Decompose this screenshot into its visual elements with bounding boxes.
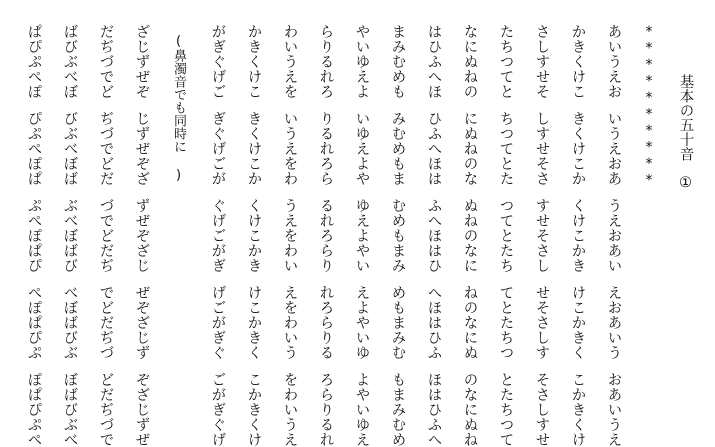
- kana-group: あいうえお: [605, 24, 622, 99]
- kana-group: ふへほはひ: [425, 198, 442, 273]
- kana-column: [318, 24, 333, 447]
- kana-column: [534, 24, 549, 447]
- kana-group: らりるれろ: [317, 24, 334, 99]
- kana-group: ぽぱぴぷぺ: [25, 372, 42, 447]
- nasal-note: (鼻濁音でも同時に ): [171, 34, 186, 183]
- kana-column: [390, 24, 405, 447]
- page-number: ①: [677, 175, 694, 191]
- kana-group: こかきくけ: [245, 372, 262, 447]
- kana-group: ぼばびぶべ: [61, 372, 78, 447]
- kana-group: むめもまみ: [389, 198, 406, 273]
- kana-group: ぺぽぱぴぷ: [25, 285, 42, 360]
- kana-group: ずぜぞざじ: [133, 198, 150, 273]
- title-column: [678, 74, 693, 191]
- page-title: 基本の五十音: [677, 74, 694, 161]
- kana-group: おあいうえ: [605, 372, 622, 447]
- kana-group: びぶべぼば: [61, 111, 78, 186]
- kana-group: ぢづでどだ: [97, 111, 114, 186]
- kana-column: [246, 24, 261, 447]
- kana-group: りるれろら: [317, 111, 334, 186]
- kana-group: のなにぬね: [461, 372, 478, 447]
- kana-group: ぐげごがぎ: [209, 198, 226, 273]
- kana-group: きくけこか: [569, 111, 586, 186]
- kana-group: なにぬねの: [461, 24, 478, 99]
- kana-column: [282, 24, 297, 447]
- kana-group: いうえおあ: [605, 111, 622, 186]
- kana-group: へほはひふ: [425, 285, 442, 360]
- kana-group: ざじずぜぞ: [133, 24, 150, 99]
- kana-group: くけこかき: [569, 198, 586, 273]
- kana-group: うえおあい: [605, 198, 622, 273]
- kana-group: えをわいう: [281, 285, 298, 360]
- kana-column: [570, 24, 585, 447]
- kana-group: みむめもま: [389, 111, 406, 186]
- kana-group: いうえをわ: [281, 111, 298, 186]
- kana-group: いゆえよや: [353, 111, 370, 186]
- kana-group: てとたちつ: [497, 285, 514, 360]
- kana-group: せそさしす: [533, 285, 550, 360]
- kana-column: [462, 24, 477, 447]
- kana-group: つてとたち: [497, 198, 514, 273]
- kana-group: れろらりる: [317, 285, 334, 360]
- kana-group: ぬねのなに: [461, 198, 478, 273]
- kana-group: くけこかき: [245, 198, 262, 273]
- kana-group: えよやいゆ: [353, 285, 370, 360]
- kana-group: よやいゆえ: [353, 372, 370, 447]
- kana-group: るれろらり: [317, 198, 334, 273]
- kana-group: わいうえを: [281, 24, 298, 99]
- stars-decoration: **********: [641, 24, 657, 189]
- kana-group: もまみむめ: [389, 372, 406, 447]
- kana-column: [26, 24, 41, 447]
- kana-group: こかきくけ: [569, 372, 586, 447]
- kana-group: まみむめも: [389, 24, 406, 99]
- kana-group: かきくけこ: [569, 24, 586, 99]
- kana-group: がぎぐげご: [209, 24, 226, 99]
- kana-group: うえをわい: [281, 198, 298, 273]
- kana-group: ぷぺぽぱぴ: [25, 198, 42, 273]
- kana-column: [98, 24, 113, 447]
- kana-group: さしすせそ: [533, 24, 550, 99]
- kana-group: だぢづでど: [97, 24, 114, 99]
- kana-group: ちつてとた: [497, 111, 514, 186]
- kana-group: ぞざじずぜ: [133, 372, 150, 447]
- kana-column: [354, 24, 369, 447]
- kana-column: [606, 24, 621, 447]
- kana-group: にぬねのな: [461, 111, 478, 186]
- kana-group: はひふへほ: [425, 24, 442, 99]
- kana-group: ひふへほは: [425, 111, 442, 186]
- kana-group: ごがぎぐげ: [209, 372, 226, 447]
- kana-group: きくけこか: [245, 111, 262, 186]
- kana-group: ぱぴぷぺぽ: [25, 24, 42, 99]
- kana-group: すせそさし: [533, 198, 550, 273]
- kana-group: しすせそさ: [533, 111, 550, 186]
- kana-group: でどだぢづ: [97, 285, 114, 360]
- kana-group: たちつてと: [497, 24, 514, 99]
- kana-group: ぴぷぺぽぱ: [25, 111, 42, 186]
- kana-group: ぜぞざじず: [133, 285, 150, 360]
- kana-group: とたちつて: [497, 372, 514, 447]
- kana-group: ろらりるれ: [317, 372, 334, 447]
- kana-group: ほはひふへ: [425, 372, 442, 447]
- kana-column: [134, 24, 149, 447]
- kana-group: をわいうえ: [281, 372, 298, 447]
- kana-column: [210, 24, 225, 447]
- kana-group: ねのなにぬ: [461, 285, 478, 360]
- kana-group: やいゆえよ: [353, 24, 370, 99]
- kana-group: ばびぶべぼ: [61, 24, 78, 99]
- kana-column: [62, 24, 77, 447]
- kana-group: めもまみむ: [389, 285, 406, 360]
- kana-group: どだぢづで: [97, 372, 114, 447]
- kana-group: えおあいう: [605, 285, 622, 360]
- kana-group: げごがぎぐ: [209, 285, 226, 360]
- kana-group: じずぜぞざ: [133, 111, 150, 186]
- kana-group: ゆえよやい: [353, 198, 370, 273]
- kana-column: [498, 24, 513, 447]
- kana-group: けこかきく: [245, 285, 262, 360]
- kana-group: そさしすせ: [533, 372, 550, 447]
- kana-group: べぼばびぶ: [61, 285, 78, 360]
- kana-group: ぶべぼばび: [61, 198, 78, 273]
- kana-group: かきくけこ: [245, 24, 262, 99]
- kana-group: づでどだぢ: [97, 198, 114, 273]
- kana-group: けこかきく: [569, 285, 586, 360]
- kana-column: [426, 24, 441, 447]
- kana-group: ぎぐげごが: [209, 111, 226, 186]
